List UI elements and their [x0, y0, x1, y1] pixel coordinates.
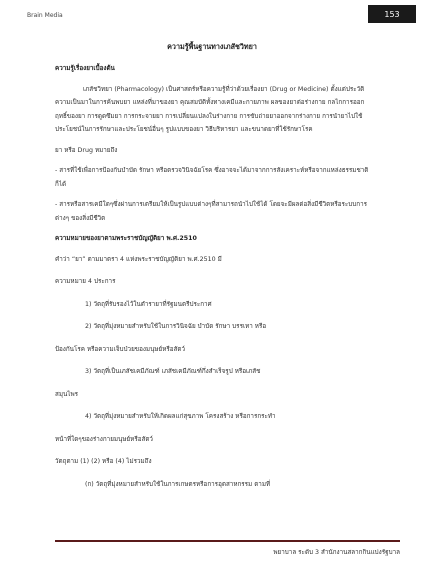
page-number-badge: 153: [368, 5, 416, 23]
publisher-name: Brain Media: [27, 12, 63, 19]
meaning-count: ความหมาย 4 ประการ: [55, 278, 116, 285]
list-item-4: 4) วัตถุที่มุ่งหมายสำหรับให้เกิดผลแก่สุขภาพ โครงสร้าง หรือการกระทำ: [85, 413, 276, 420]
list-item-3: 3) วัตถุที่เป็นเภสัชเคมีภัณฑ์ เภสัชเคมีภัณฑ์กึ่งสำเร็จรูป หรือเภสัช: [85, 368, 261, 375]
list-item-1: 1) วัตถุที่รับรองไว้ในตำรายาที่รัฐมนตรีประกาศ: [85, 300, 212, 308]
exclusion-clause: วัตถุตาม (1) (2) หรือ (4) ไม่รวมถึง: [55, 458, 152, 465]
intro-paragraph: เภสัชวิทยา (Pharmacology) เป็นศาสตร์หรือความรู้ที่ว่าด้วยเรื่องยา (Drug or Medicine) ตั้งแต่ประวัติความเป็นมาในการค้นพบยา แหล่งที่มาของยา คุณสมบัติทั้งทางเคมีและกายภาพ ผลของยาต่อร่างกาย กลไกการออกฤทธิ์ของยา การดูดซึมยา การกระจายยา การเปลี่ยนแปลงในร่างกาย การขับถ่ายยาออกจากร่างกาย การนำยาไปใช้ประโยชน์ในการรักษาและประโยชน์อื่นๆ รูปแบบของยา วิธีบริหารยา และขนาดยาที่ใช้รักษาโรค: [55, 85, 365, 133]
exclusion-item-a: (ก) วัตถุที่มุ่งหมายสำหรับใช้ในการเกษตรหรือการอุตสาหกรรม ตามที่: [85, 480, 271, 488]
document-body: [55, 62, 375, 491]
footer-divider: [55, 540, 400, 542]
section-heading-basics: ความรู้เรื่องยาเบื้องต้น: [55, 65, 115, 72]
list-item-2: 2) วัตถุที่มุ่งหมายสำหรับใช้ในการวินิจฉัย บำบัด รักษา บรรเทา หรือ: [85, 323, 267, 330]
drug-definition-1: - สารที่ใช้เพื่อการป้องกันบำบัด รักษา หรือตรวจวินิจฉัยโรค ซึ่งอาจจะได้มาจากการสังเคราะห์หรือจากแหล่งธรรมชาติก็ได้: [55, 167, 369, 188]
page-title: ความรู้พื้นฐานทางเภสัชวิทยา: [167, 42, 257, 51]
drug-definition-2: - สารหรือสารเคมีใดๆซึ่งผ่านการเตรียมให้เป็นรูปแบบต่างๆที่สามารถนำไปใช้ได้ โดยจะมีผลต่อสิ่งมีชีวิตหรือระบบการต่างๆ ของสิ่งมีชีวิต: [55, 201, 368, 222]
footer-text: พยาบาล ระดับ 3 สำนักงานสลากกินแบ่งรัฐบาล: [273, 549, 400, 556]
list-item-4-continued: หน้าที่ใดๆของร่างกายมนุษย์หรือสัตว์: [55, 435, 153, 443]
section-heading-law: ความหมายของยาตามพระราชบัญญัติยา พ.ศ.2510: [55, 235, 197, 242]
list-item-2-continued: ป้องกันโรค หรือความเจ็บป่วยของมนุษย์หรือสัตว์: [55, 345, 185, 353]
drug-definition-intro: ยา หรือ Drug หมายถึง: [55, 146, 118, 154]
law-reference: คำว่า “ยา” ตามมาตรา 4 แห่งพระราชบัญญัติยา พ.ศ.2510 มี: [55, 255, 222, 263]
list-item-3-continued: สมุนไพร: [55, 390, 78, 398]
